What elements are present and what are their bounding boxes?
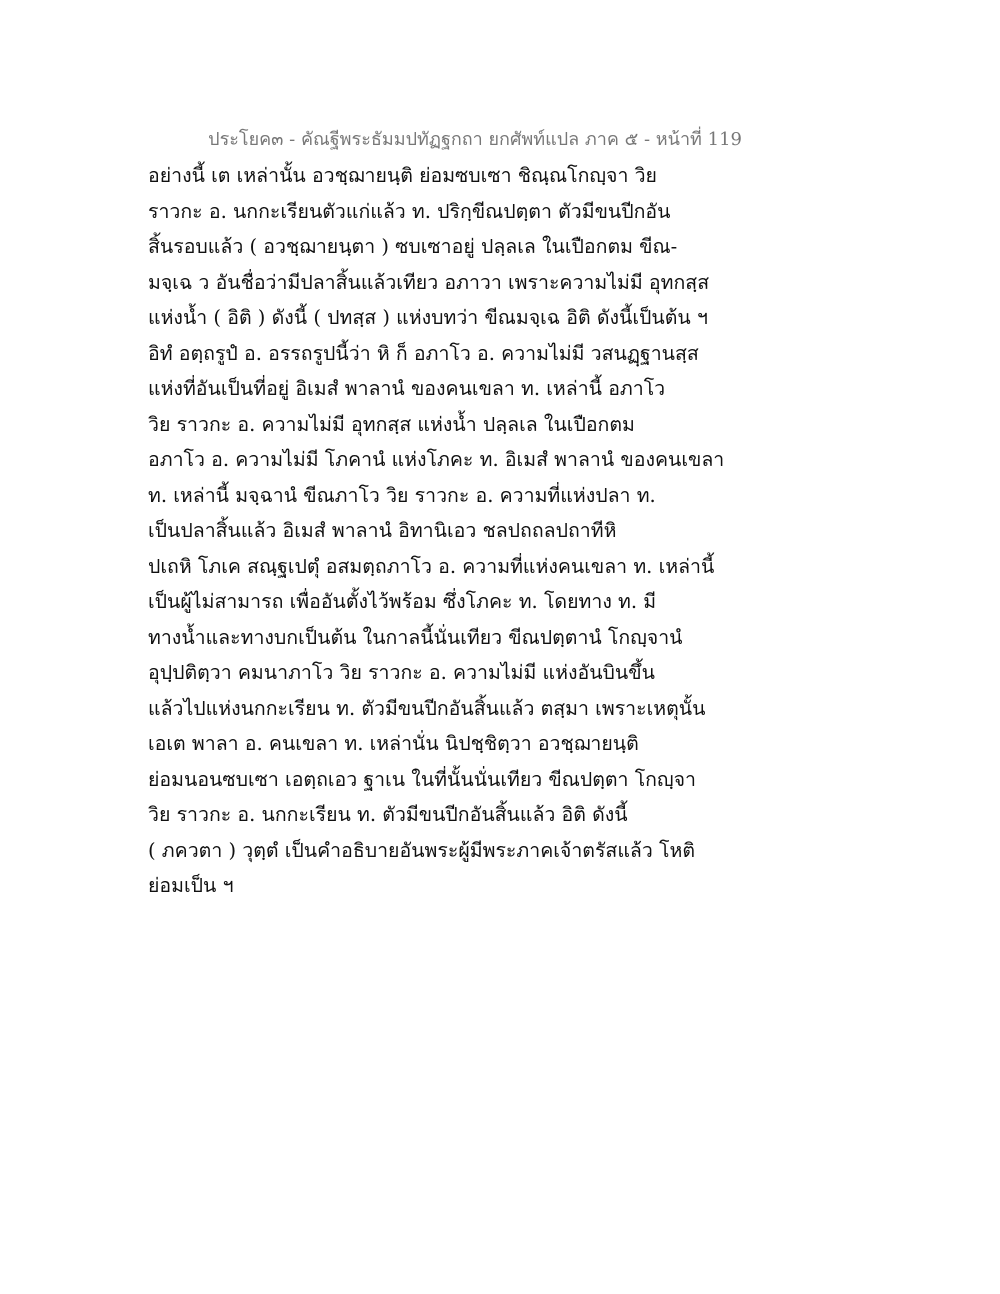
- text-line: ( ภควตา ) วุตฺตํ เป็นคำอธิบายอันพระผู้มีพระภาคเจ้าตรัสแล้ว โหติ: [148, 838, 695, 862]
- text-line: สิ้นรอบแล้ว ( อวชฺฌายนฺตา ) ซบเซาอยู่ ปลฺลเล ในเปือกตม ขีณ-: [148, 235, 678, 258]
- text-line: อย่างนี้ เต เหล่านั้น อวชฺฌายนฺติ ย่อมซบเซา ชิณฺณโกญฺจา วิย: [148, 164, 657, 187]
- text-line: อภาโว อ. ความไม่มี โภคานํ แห่งโภคะ ท. อิเมสํ พาลานํ ของคนเขลา: [148, 448, 725, 471]
- text-line: วิย ราวกะ อ. ความไม่มี อุทกสฺส แห่งน้ำ ปลฺลเล ในเปือกตม: [148, 412, 635, 436]
- page-header: ประโยค๓ - คัณฐีพระธัมมปทัฏฐกถา ยกศัพท์แปล ภาค ๕ - หน้าที่ 119: [208, 129, 742, 150]
- text-line: ทางน้ำและทางบกเป็นต้น ในกาลนี้นั่นเทียว ขีณปตฺตานํ โกญฺจานํ: [148, 625, 683, 649]
- text-line: ปเถหิ โภเค สณฺฐเปตุํ อสมตฺถภาโว อ. ความที่แห่งคนเขลา ท. เหล่านี้: [148, 554, 715, 578]
- text-line: อิทํ อตฺถรูปํ อ. อรรถรูปนี้ว่า หิ ก็ อภาโว อ. ความไม่มี วสนฏฺฐานสฺส: [148, 341, 699, 365]
- text-line: มจฺเฉ ว อันชื่อว่ามีปลาสิ้นแล้วเทียว อภาวา เพราะความไม่มี อุทกสฺส: [148, 270, 710, 294]
- text-line: แล้วไปแห่งนกกะเรียน ท. ตัวมีขนปีกอันสิ้นแล้ว ตสฺมา เพราะเหตุนั้น: [148, 696, 706, 720]
- text-line: เป็นผู้ไม่สามารถ เพื่ออันตั้งไว้พร้อม ซึ่งโภคะ ท. โดยทาง ท. มี: [148, 590, 657, 613]
- text-line: ท. เหล่านี้ มจฺฉานํ ขีณภาโว วิย ราวกะ อ. ความที่แห่งปลา ท.: [148, 483, 656, 507]
- text-line: เอเต พาลา อ. คนเขลา ท. เหล่านั่น นิปชฺชิตฺวา อวชฺฌายนฺติ: [148, 732, 639, 755]
- text-line: ราวกะ อ. นกกะเรียนตัวแก่แล้ว ท. ปริกฺขีณปตฺตา ตัวมีขนปีกอัน: [148, 199, 671, 223]
- text-line: วิย ราวกะ อ. นกกะเรียน ท. ตัวมีขนปีกอันสิ้นแล้ว อิติ ดังนี้: [148, 803, 628, 826]
- text-line: แห่งที่อันเป็นที่อยู่ อิเมสํ พาลานํ ของคนเขลา ท. เหล่านี้ อภาโว: [148, 377, 666, 400]
- body-text: [148, 158, 728, 904]
- text-line: แห่งน้ำ ( อิติ ) ดังนี้ ( ปทสฺส ) แห่งบทว่า ขีณมจฺเฉ อิติ ดังนี้เป็นต้น ฯ: [148, 306, 708, 329]
- text-line: อุปฺปติตฺวา คมนาภาโว วิย ราวกะ อ. ความไม่มี แห่งอันบินขึ้น: [148, 661, 655, 684]
- text-line: ย่อมนอนซบเซา เอตฺถเอว ฐาเน ในที่นั้นนั่นเทียว ขีณปตฺตา โกญฺจา: [148, 767, 696, 791]
- text-line: เป็นปลาสิ้นแล้ว อิเมสํ พาลานํ อิทานิเอว ชลปถถลปถาทีหิ: [148, 519, 617, 542]
- text-line: ย่อมเป็น ฯ: [148, 874, 234, 897]
